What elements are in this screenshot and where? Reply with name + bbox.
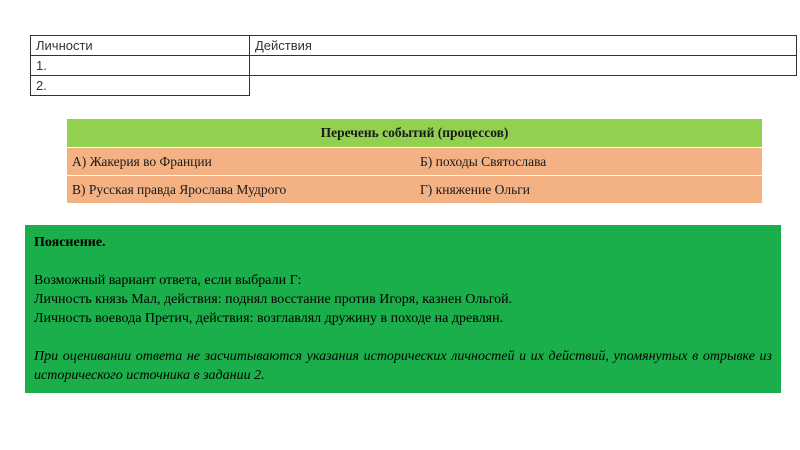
explanation-line: Личность воевода Претич, действия: возглавлял дружину в походе на древлян.: [34, 311, 504, 326]
answer-table: [30, 35, 797, 96]
answer-row: [31, 56, 797, 76]
header-persons: Личности: [31, 36, 250, 56]
header-actions: Действия: [250, 36, 797, 56]
answer-row-1-action: [250, 56, 797, 76]
event-a: А) Жакерия во Франции: [67, 148, 415, 176]
events-table-header: Перечень событий (процессов): [67, 119, 762, 148]
spacer: [34, 252, 772, 271]
explanation-note: При оценивании ответа не засчитываются указания исторических личностей и их действий, упомянутых в отрывке из исторического источника в задании 2.: [34, 349, 772, 383]
answer-row-2-person: 2.: [31, 76, 250, 96]
event-b: Б) походы Святослава: [415, 148, 762, 176]
event-v: В) Русская правда Ярослава Мудрого: [67, 176, 415, 204]
explanation-title: Пояснение.: [34, 235, 106, 250]
explanation-line: Возможный вариант ответа, если выбрали Г:: [34, 273, 302, 288]
events-row: [67, 176, 762, 204]
events-table: [67, 119, 762, 203]
answer-table-header: [31, 36, 797, 56]
events-row: [67, 148, 762, 176]
spacer: [34, 328, 772, 347]
event-g: Г) княжение Ольги: [415, 176, 762, 204]
explanation-box: [25, 225, 781, 393]
answer-row-1-person: 1.: [31, 56, 250, 76]
explanation-line: Личность князь Мал, действия: поднял восстание против Игоря, казнен Ольгой.: [34, 292, 513, 307]
answer-row: [31, 76, 797, 96]
answer-row-2-action: [250, 76, 797, 96]
